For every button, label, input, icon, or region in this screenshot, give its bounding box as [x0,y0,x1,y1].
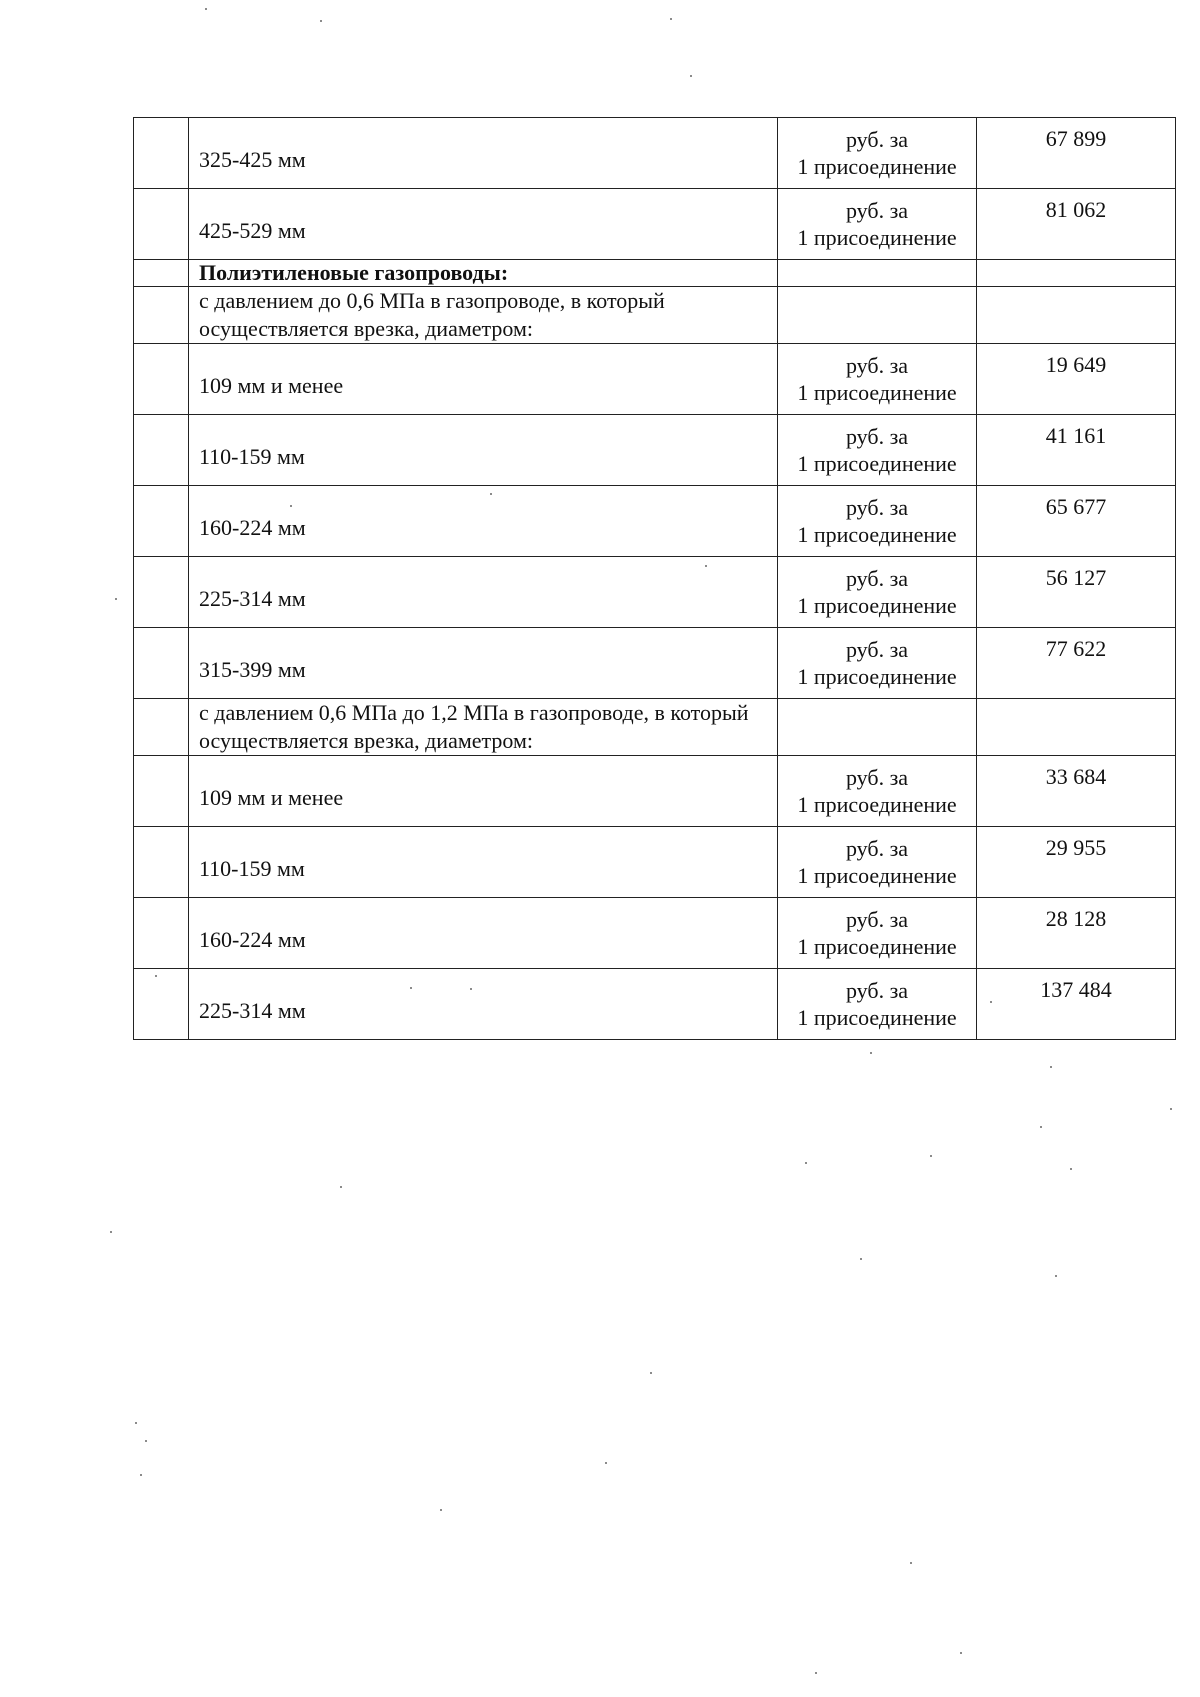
unit-label-line2: 1 присоединение [797,664,957,689]
unit-label-line2: 1 присоединение [797,225,957,250]
scan-speck [910,1562,912,1564]
unit-cell [778,628,977,699]
row-name: 109 мм и менее [199,785,344,810]
value-cell [977,756,1176,827]
row-name-cell [189,118,778,189]
unit-label-line1: руб. за [845,566,909,591]
unit-label-line1: руб. за [845,198,909,223]
scan-speck [410,987,412,989]
table-row [134,344,1176,415]
unit-label-line1: руб. за [845,765,909,790]
value-cell [977,287,1176,344]
tariff-value: 81 062 [1045,197,1107,222]
scan-speck [470,988,472,990]
row-name-cell [189,557,778,628]
value-cell [977,827,1176,898]
unit-cell [778,118,977,189]
row-name-cell [189,756,778,827]
value-cell [977,557,1176,628]
unit-cell [778,898,977,969]
value-cell [977,344,1176,415]
tariff-value: 19 649 [1045,352,1107,377]
scan-speck [1040,1126,1042,1128]
scan-speck [990,1001,992,1003]
unit-cell [778,287,977,344]
row-number-cell [134,486,189,557]
row-number-cell [134,628,189,699]
unit-cell [778,415,977,486]
table-row [134,756,1176,827]
scan-speck [860,1258,862,1260]
scan-speck [805,1162,807,1164]
table-row [134,486,1176,557]
unit-cell [778,189,977,260]
unit-label-line2: 1 присоединение [797,934,957,959]
tariff-value: 33 684 [1045,764,1107,789]
unit-cell [778,756,977,827]
scan-speck [650,1372,652,1374]
scan-speck [115,598,117,600]
unit-label-line1: руб. за [845,907,909,932]
tariff-table [133,117,1176,1040]
scan-speck [110,1231,112,1233]
unit-cell [778,969,977,1040]
row-number-cell [134,287,189,344]
scan-speck [605,1462,607,1464]
scan-speck [290,505,292,507]
row-name: 325-425 мм [199,147,306,172]
row-name-cell [189,969,778,1040]
row-number-cell [134,118,189,189]
tariff-value: 65 677 [1045,494,1107,519]
unit-label-line1: руб. за [845,353,909,378]
unit-cell [778,699,977,756]
scan-speck [440,1509,442,1511]
tariff-value: 56 127 [1045,565,1107,590]
unit-label-line1: руб. за [845,637,909,662]
row-number-cell [134,557,189,628]
tariff-value: 41 161 [1045,423,1107,448]
unit-label-line2: 1 присоединение [797,154,957,179]
value-cell [977,969,1176,1040]
scan-speck [155,975,157,977]
scan-speck [490,493,492,495]
scan-speck [670,18,672,20]
row-name: 425-529 мм [199,218,306,243]
row-name: 315-399 мм [199,657,306,682]
row-name: 110-159 мм [199,444,305,469]
table-row [134,827,1176,898]
row-name: с давлением до 0,6 МПа в газопроводе, в который осуществляется врезка, диаметром: [199,288,665,341]
row-name-cell [189,415,778,486]
scan-speck [1050,1066,1052,1068]
scan-speck [205,8,207,10]
table-row [134,415,1176,486]
row-name-cell [189,344,778,415]
tariff-value: 29 955 [1045,835,1107,860]
unit-label-line2: 1 присоединение [797,451,957,476]
scan-speck [960,1652,962,1654]
row-name: 110-159 мм [199,856,305,881]
unit-label-line1: руб. за [845,495,909,520]
value-cell [977,699,1176,756]
table-row [134,189,1176,260]
scan-speck [340,1186,342,1188]
row-name-cell [189,486,778,557]
unit-label-line2: 1 присоединение [797,593,957,618]
scan-speck [815,1672,817,1674]
scan-speck [145,1440,147,1442]
unit-cell [778,260,977,287]
subheader-row [134,287,1176,344]
scan-speck [135,1422,137,1424]
value-cell [977,189,1176,260]
row-name-cell [189,699,778,756]
scan-speck [930,1155,932,1157]
value-cell [977,118,1176,189]
row-name: с давлением 0,6 МПа до 1,2 МПа в газопроводе, в который осуществляется врезка, диаметром: [199,700,749,753]
unit-cell [778,557,977,628]
unit-label-line2: 1 присоединение [797,792,957,817]
value-cell [977,260,1176,287]
row-name: Полиэтиленовые газопроводы: [199,260,509,285]
row-name-cell [189,287,778,344]
table-row [134,898,1176,969]
row-name: 109 мм и менее [199,373,344,398]
unit-label-line1: руб. за [845,424,909,449]
table-row [134,969,1176,1040]
unit-label-line2: 1 присоединение [797,380,957,405]
row-name: 160-224 мм [199,515,306,540]
scan-speck [1055,1275,1057,1277]
unit-label-line1: руб. за [845,127,909,152]
table-row [134,628,1176,699]
row-name: 225-314 мм [199,998,306,1023]
row-name-cell [189,189,778,260]
tariff-value: 77 622 [1045,636,1107,661]
table-row [134,118,1176,189]
row-number-cell [134,344,189,415]
table-row [134,557,1176,628]
unit-cell [778,344,977,415]
row-number-cell [134,969,189,1040]
row-name-cell [189,898,778,969]
unit-label-line2: 1 присоединение [797,863,957,888]
row-name-cell [189,628,778,699]
scan-speck [320,20,322,22]
unit-label-line1: руб. за [845,978,909,1003]
value-cell [977,486,1176,557]
unit-label-line2: 1 присоединение [797,522,957,547]
value-cell [977,628,1176,699]
scan-speck [1170,1108,1172,1110]
row-number-cell [134,189,189,260]
unit-cell [778,827,977,898]
tariff-value: 67 899 [1045,126,1107,151]
scan-speck [705,565,707,567]
unit-cell [778,486,977,557]
row-name: 225-314 мм [199,586,306,611]
row-number-cell [134,415,189,486]
unit-label-line1: руб. за [845,836,909,861]
row-number-cell [134,260,189,287]
row-number-cell [134,756,189,827]
row-number-cell [134,827,189,898]
scan-speck [870,1052,872,1054]
row-name: 160-224 мм [199,927,306,952]
row-name-cell [189,260,778,287]
row-number-cell [134,699,189,756]
scan-speck [1070,1168,1072,1170]
tariff-value: 28 128 [1045,906,1107,931]
subheader-row [134,699,1176,756]
group-header-row [134,260,1176,287]
scan-speck [140,1474,142,1476]
row-name-cell [189,827,778,898]
unit-label-line2: 1 присоединение [797,1005,957,1030]
value-cell [977,898,1176,969]
tariff-table-body [134,118,1176,1040]
row-number-cell [134,898,189,969]
tariff-value: 137 484 [1040,977,1112,1002]
scan-speck [690,75,692,77]
value-cell [977,415,1176,486]
